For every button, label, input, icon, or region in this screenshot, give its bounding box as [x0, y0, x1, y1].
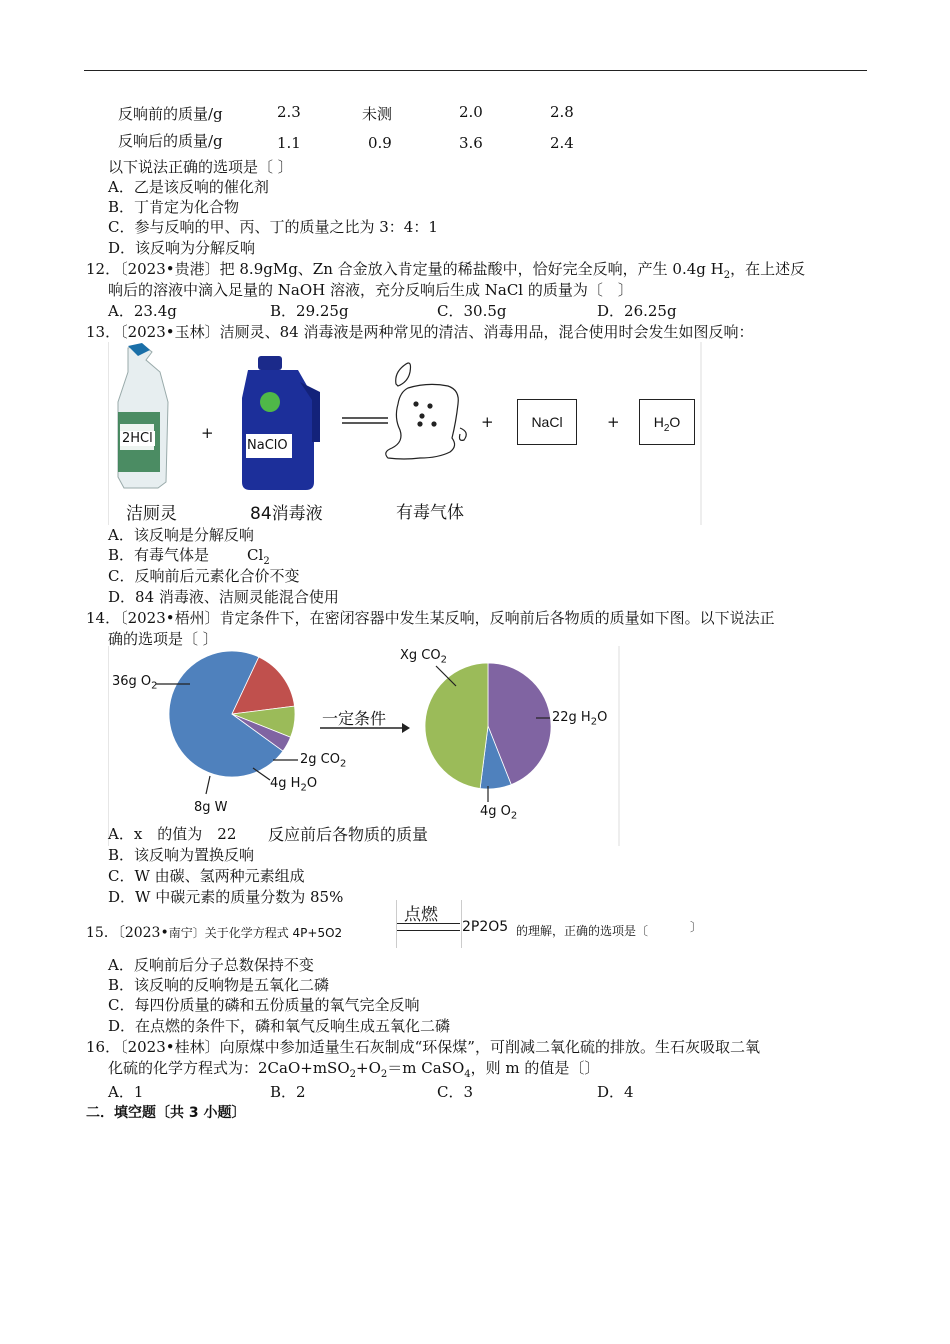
option-b: B．2	[270, 1083, 306, 1101]
question-12-line1: 12．〔2023•贵港〕把 8.9gMg、Zn 合金放入肯定量的稀盐酸中，恰好完全反响，产生 0.4g $H_2$，在上述反	[86, 260, 806, 281]
option-a: A．1	[108, 1083, 144, 1101]
plus-sign: +	[201, 424, 214, 442]
option-d: D．在点燃的条件下，磷和氧气反响生成五氧化二磷	[108, 1017, 451, 1035]
label-h2o-before: 4g $H_2O$	[270, 776, 318, 794]
question-16-line1: 16．〔2023•桂林〕向原煤中参加适量生石灰制成“环保煤”，可削减二氧化硫的排放。生石灰吸取二氧	[86, 1038, 760, 1056]
caption-bleach: 84消毒液	[250, 504, 323, 524]
pie-charts	[108, 646, 620, 846]
question-14-line2: 确的选项是〔 〕	[108, 630, 218, 648]
table-row-after-label: 反响后的质量/g	[118, 132, 223, 150]
option-d: D．84 消毒液、洁厕灵能混合使用	[108, 588, 339, 606]
table-cell: 2.4	[550, 134, 574, 152]
option-a: A．乙是该反响的催化剂	[108, 178, 269, 196]
arrow-label: 一定条件	[322, 709, 387, 728]
toxic-gas-icon	[386, 363, 467, 459]
option-c: C．3	[437, 1083, 474, 1101]
option-c: C．W 由碳、氢两种元素组成	[108, 867, 305, 885]
label-w-before: 8g W	[194, 800, 228, 815]
plus-sign: +	[607, 413, 620, 431]
option-b: B．该反响为置换反响	[108, 846, 255, 864]
label-o2-after: 4g $O_2$	[480, 804, 518, 822]
option-d: D．26.25g	[597, 302, 677, 320]
pie-figure	[108, 646, 620, 846]
bottle1-label: 2HCl	[122, 431, 153, 446]
caption-gas: 有毒气体	[396, 503, 464, 523]
option-b: B．丁肯定为化合物	[108, 198, 240, 216]
bottle2-label: NaClO	[247, 438, 288, 453]
option-d: D．该反响为分解反响	[108, 239, 256, 257]
option-a: A．反响前后分子总数保持不变	[108, 956, 314, 974]
reaction-figure	[108, 342, 702, 525]
equation-equals	[396, 923, 460, 931]
option-c: C．30.5g	[437, 302, 507, 320]
label-o2-before: 36g $O_2$	[112, 674, 158, 692]
option-a: A．该反响是分解反响	[108, 526, 254, 544]
question-15-close: 〕	[690, 920, 703, 934]
table-cell: 2.8	[550, 103, 574, 121]
option-c: C．每四份质量的磷和五份质量的氧气完全反响	[108, 996, 420, 1014]
option-c: C．参与反响的甲、丙、丁的质量之比为 3：4：1	[108, 218, 438, 236]
bleach-bottle-icon	[242, 356, 320, 490]
equation-product: 2P2O5	[462, 919, 509, 935]
table-cell: 0.9	[368, 134, 392, 152]
section-heading: 二．填空题〔共 3 小题〕	[86, 1105, 246, 1121]
label-co2-after: Xg $CO_2$	[400, 648, 447, 666]
label-h2o-after: 22g $H_2O$	[552, 710, 608, 728]
question-14-line1: 14．〔2023•梧州〕肯定条件下，在密闭容器中发生某反响，反响前后各物质的质量如下图。以下说法正	[86, 609, 775, 627]
table-cell: 未测	[362, 105, 393, 123]
h2o-box: $H_2O$	[639, 399, 695, 445]
caption-cleaner: 洁厕灵	[126, 504, 177, 524]
question-16-line2: 化硫的化学方程式为：$2CaO+mSO_2+O_2=m$ CaSO$_4$，则 m 的值是〔〕	[108, 1059, 600, 1080]
option-d: D．4	[597, 1083, 634, 1101]
question-13-stem: 13．〔2023•玉林〕洁厕灵、84 消毒液是两种常见的清洁、消毒用品，混合使用时会发生如图反响：	[86, 323, 754, 341]
figure-caption: 反应前后各物质的质量	[268, 825, 429, 844]
table-row-before-label: 反响前的质量/g	[118, 105, 223, 123]
option-d: D．W 中碳元素的质量分数为 85%	[108, 888, 344, 906]
option-b: B．该反响的反响物是五氧化二磷	[108, 976, 330, 994]
divider	[396, 900, 397, 948]
table-cell: 2.3	[277, 103, 301, 121]
toilet-cleaner-bottle-icon	[118, 343, 168, 488]
condition-label: 点燃	[404, 905, 438, 925]
plus-sign: +	[481, 413, 494, 431]
header-rule	[84, 70, 867, 71]
label-co2-before: 2g $CO_2$	[300, 752, 347, 770]
option-a: A．23.4g	[108, 302, 177, 320]
table-cell: 3.6	[459, 134, 483, 152]
table-cell: 1.1	[277, 134, 301, 152]
option-b: B．29.25g	[270, 302, 349, 320]
question-stem: 以下说法正确的选项是〔 〕	[108, 158, 293, 176]
option-c: C．反响前后元素化合价不变	[108, 567, 300, 585]
question-15-prefix: 15．〔2023•南宁〕关于化学方程式 4P+5O2	[86, 925, 343, 941]
nacl-box: NaCl	[517, 399, 577, 445]
question-15-suffix: 的理解，正确的选项是〔	[516, 924, 649, 938]
table-cell: 2.0	[459, 103, 483, 121]
option-a: A．x 的值为 22	[108, 825, 237, 843]
pie-slice-xg-co2	[425, 663, 488, 789]
option-b: B．有毒气体是 $Cl_2$	[108, 546, 270, 567]
question-12-line2: 响后的溶液中滴入足量的 NaOH 溶液，充分反响后生成 NaCl 的质量为〔 〕	[108, 281, 633, 299]
